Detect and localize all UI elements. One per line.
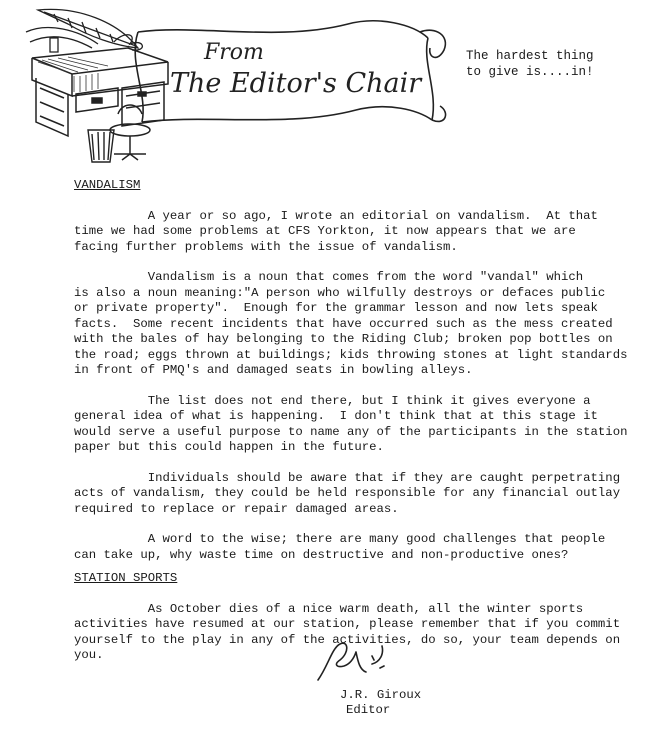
editorial-article — [74, 178, 634, 679]
tagline-line: The hardest thing — [466, 49, 594, 63]
paragraph: The list does not end there, but I think it gives everyone a general idea of what is happening. I don't think that at this stage it would serve a useful purpose to name any of the participants in the station paper but this could happen in the future. — [74, 393, 628, 454]
masthead-title-editors-chair: The Editor's Chair — [170, 68, 422, 99]
signer-title: Editor — [346, 703, 391, 717]
tagline — [466, 48, 594, 80]
handwritten-signature — [310, 636, 430, 686]
section-heading-vandalism: VANDALISM — [74, 178, 141, 192]
paragraph: As October dies of a nice warm death, all the winter sports activities have resumed at our station, please remember that if you commit yourself to the play in any of the activities, do so, your team depends on you. — [74, 601, 621, 662]
signer-name: J.R. Giroux — [340, 688, 422, 702]
tagline-line: to give is....in! — [466, 65, 594, 79]
paragraph: A word to the wise; there are many good challenges that people can take up, why waste time on destructive and non-productive ones? — [74, 532, 606, 562]
masthead-title-from: From — [204, 40, 264, 65]
paragraph: A year or so ago, I wrote an editorial on vandalism. At that time we had some problems at CFS Yorkton, it now appears that we are facing further problems with the issue of vandalism. — [74, 208, 598, 254]
paragraph: Individuals should be aware that if they are caught perpetrating acts of vandalism, they could be held responsible for any financial outlay required to replace or repair damaged areas. — [74, 470, 621, 516]
signature-block — [340, 688, 421, 718]
section-heading-station-sports: STATION SPORTS — [74, 571, 178, 585]
paragraph: Vandalism is a noun that comes from the word "vandal" which is also a noun meaning:"A person who wilfully destroys or defaces public or private property". Enough for the grammar lesson and now lets speak facts. Some recent incidents that have occurred such as the mess created with the bales of hay belonging to the Riding Club; broken pop bottles on the road; eggs thrown at buildings; kids throwing stones at light standards in front of PMQ's and damaged seats in bowling alleys. — [74, 270, 628, 377]
masthead — [18, 2, 458, 172]
